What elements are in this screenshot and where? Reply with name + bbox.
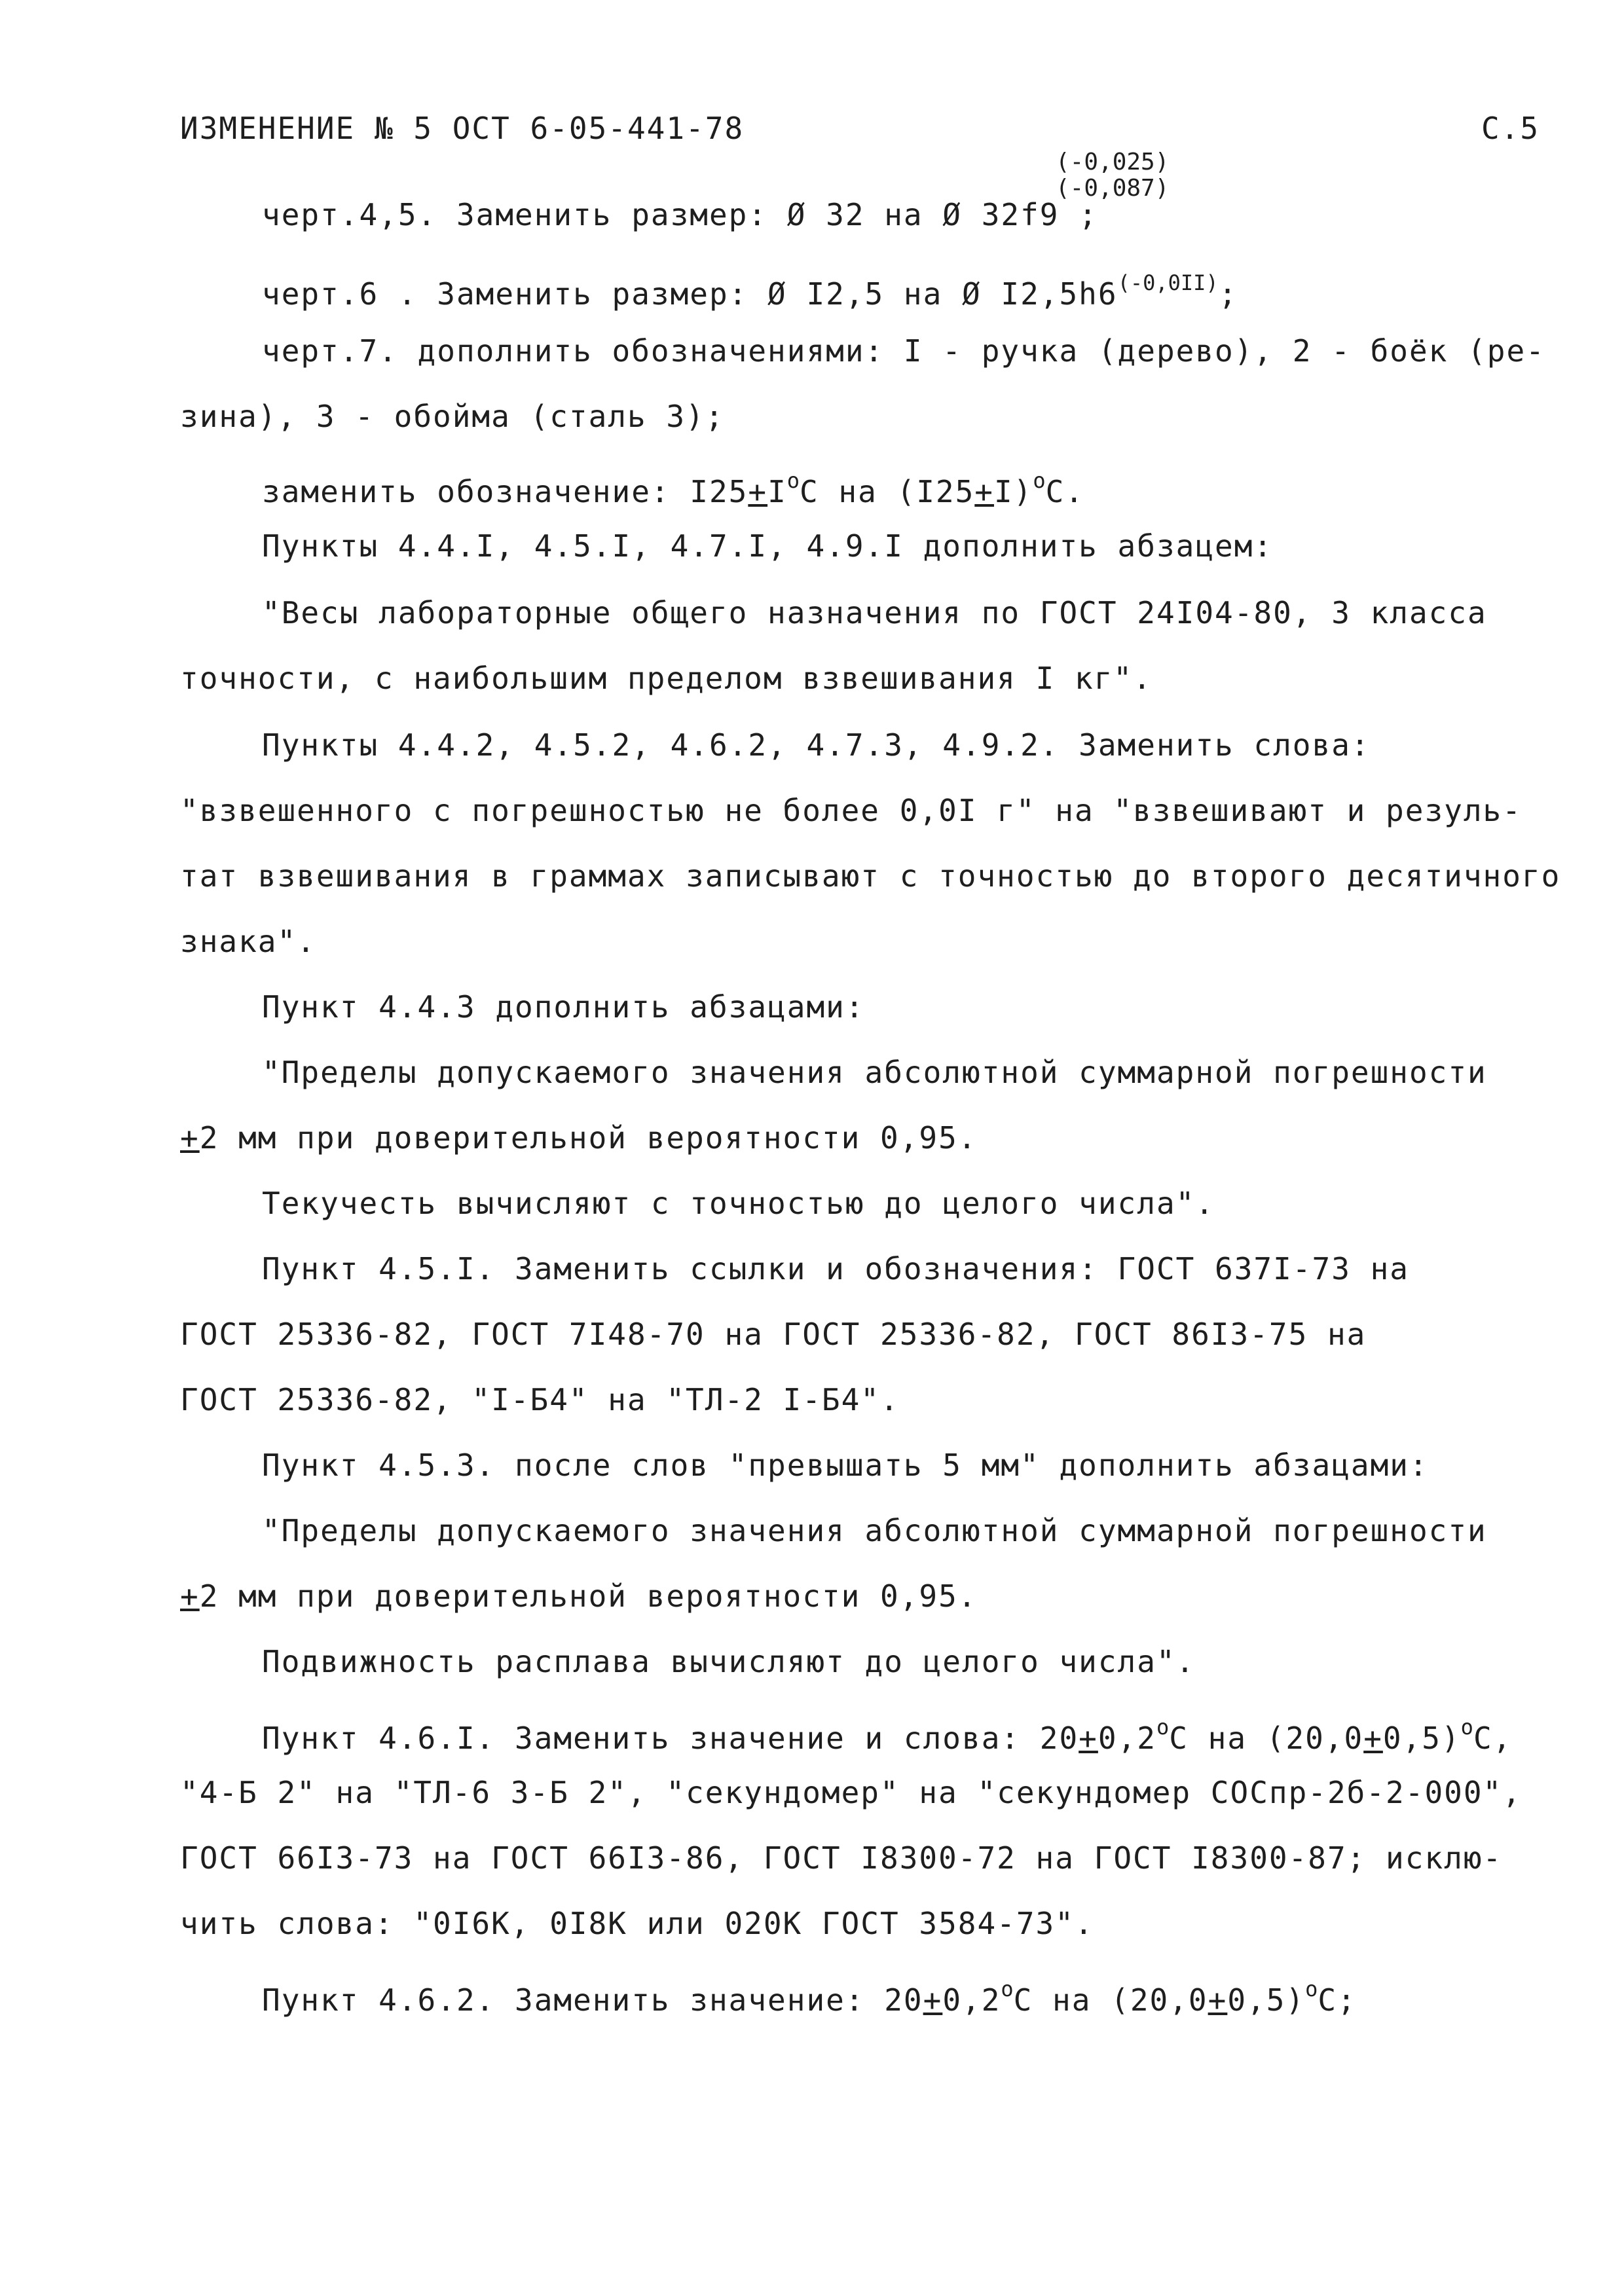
tolerance-lower: (-0,087) xyxy=(1056,175,1170,202)
text-line: "4-Б 2" на "ТЛ-6 3-Б 2", "секундомер" на "секундомер СОСпр-2б-2-000", xyxy=(180,1775,1522,1810)
text-line: ГОСТ 25336-82, ГОСТ 7I48-70 на ГОСТ 25336-82, ГОСТ 86I3-75 на xyxy=(180,1317,1367,1352)
text-line: заменить обозначение: $I25+I^оС$ на $(I25+I)^оС$. xyxy=(262,468,1085,509)
text-line: "Пределы допускаемого значения абсолютной суммарной погрешности xyxy=(262,1055,1487,1090)
text-line: +2 мм при доверительной вероятности 0,95. xyxy=(180,1578,978,1614)
text-line: Пункт 4.4.3 дополнить абзацами: xyxy=(262,989,865,1025)
text-line: Пункт 4.6.I. Заменить значение и слова: $20+0,2^оС$ на $(20,0+0,5)^оС$, xyxy=(262,1715,1513,1756)
text-line: черт.4,5. Заменить размер: Ø 32 на Ø 32f9 ; xyxy=(262,197,1098,232)
text-line: "взвешенного с погрешностью не более 0,0I г" на "взвешивают и резуль- xyxy=(180,793,1522,828)
text-line: Пункт 4.5.3. после слов "превышать 5 мм" дополнить абзацами: xyxy=(262,1448,1429,1483)
text-line: Пункт 4.6.2. Заменить значение: $20+0,2^оС$ на $(20,0+0,5)^оС$; xyxy=(262,1977,1357,2018)
text-line: Текучесть вычисляют с точностью до целого числа". xyxy=(262,1186,1215,1221)
tolerance-value: (-0,0II) xyxy=(1117,270,1219,295)
text-line: "Весы лабораторные общего назначения по ГОСТ 24I04-80, 3 класса xyxy=(262,595,1487,630)
text-line: ГОСТ 25336-82, "I-Б4" на "ТЛ-2 I-Б4". xyxy=(180,1382,900,1417)
text-line: зина), 3 - обойма (сталь 3); xyxy=(180,399,725,434)
text-line: черт.7. дополнить обозначениями: I - ручка (дерево), 2 - боёк (ре- xyxy=(262,333,1545,369)
text-line: Пункт 4.5.I. Заменить ссылки и обозначения: ГОСТ 637I-73 на xyxy=(262,1251,1409,1286)
text-line: знака". xyxy=(180,924,316,959)
text-line: ГОСТ 66I3-73 на ГОСТ 66I3-86, ГОСТ I8300-72 на ГОСТ I8300-87; исклю- xyxy=(180,1840,1503,1876)
text-line: Пункты 4.4.2, 4.5.2, 4.6.2, 4.7.3, 4.9.2. Заменить слова: xyxy=(262,727,1371,763)
document-title: ИЗМЕНЕНИЕ № 5 ОСТ 6-05-441-78 xyxy=(180,111,745,146)
tolerance-upper: (-0,025) xyxy=(1056,149,1170,175)
text-line: точности, с наибольшим пределом взвешивания I кг". xyxy=(180,661,1153,696)
text-line: тат взвешивания в граммах записывают с точностью до второго десятичного xyxy=(180,858,1561,894)
text-line: Подвижность расплава вычисляют до целого числа". xyxy=(262,1644,1196,1679)
text-line: черт.6 . Заменить размер: Ø I2,5 на Ø $I2,5h6^{(-0,0II)}$; xyxy=(262,270,1238,312)
text-line: чить слова: "0I6К, 0I8К или 020К ГОСТ 3584-73". xyxy=(180,1906,1094,1941)
page-number: С.5 xyxy=(1481,111,1540,146)
text-line: +2 мм при доверительной вероятности 0,95. xyxy=(180,1120,978,1156)
text-line: "Пределы допускаемого значения абсолютной суммарной погрешности xyxy=(262,1513,1487,1548)
text-line: Пункты 4.4.I, 4.5.I, 4.7.I, 4.9.I дополнить абзацем: xyxy=(262,528,1274,564)
